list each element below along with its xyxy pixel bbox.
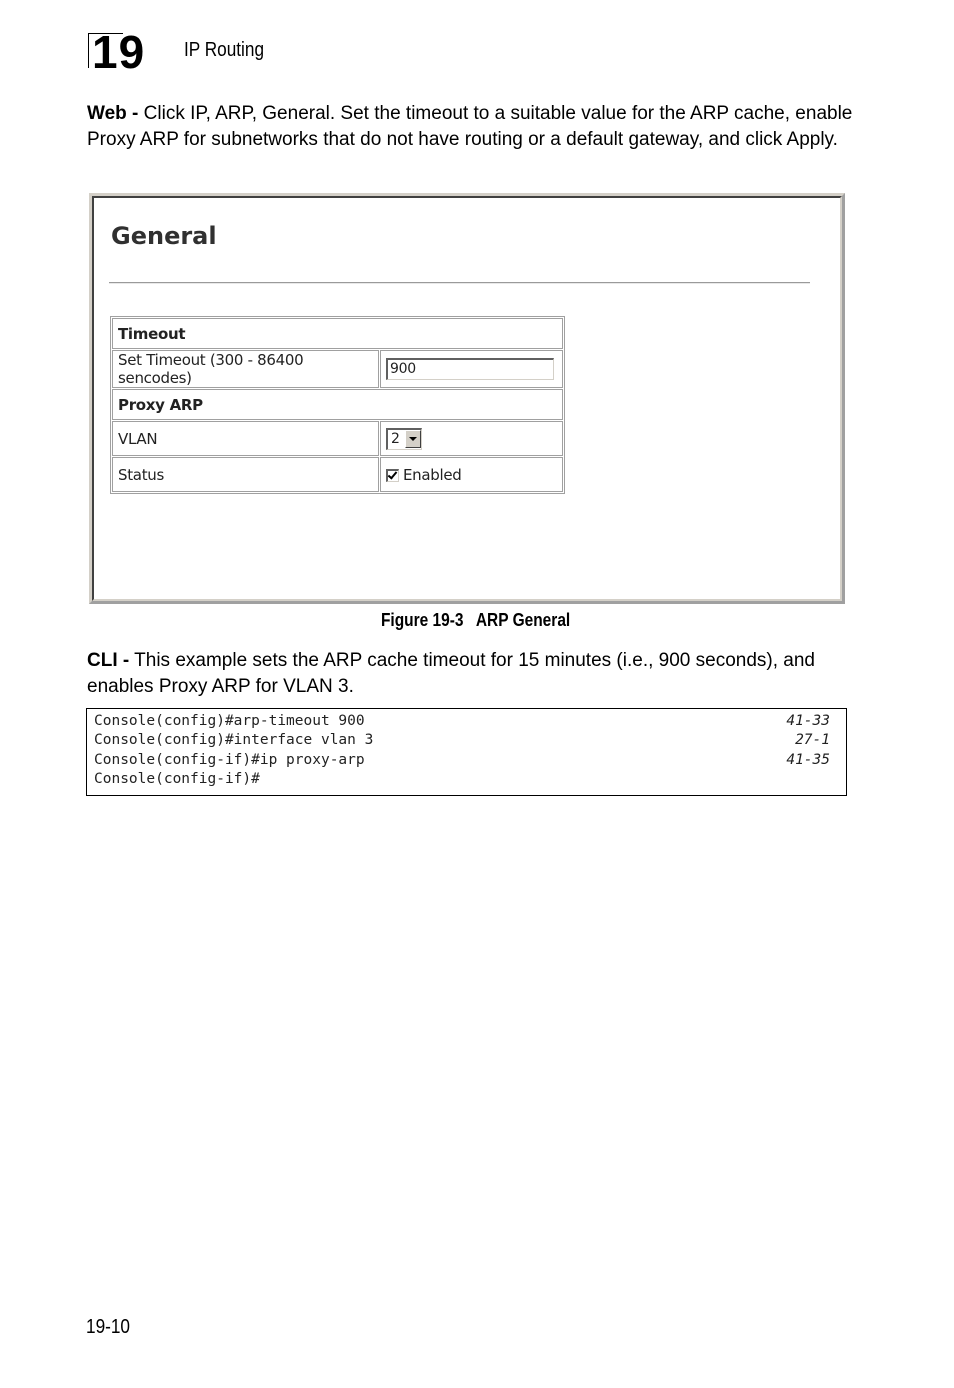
set-timeout-input[interactable]: 900: [386, 358, 554, 380]
screenshot-frame: [92, 196, 842, 601]
chapter-title: IP Routing: [184, 39, 265, 61]
code-line: Console(config)#interface vlan 3: [94, 732, 374, 748]
web-text: Click IP, ARP, General. Set the timeout to a suitable value for the ARP cache, enable Proxy ARP for subnetworks that do not have routing or a default gateway, and click Apply.: [87, 103, 853, 150]
enabled-checkbox-label: Enabled: [403, 465, 462, 484]
web-instructions: [87, 101, 857, 153]
web-lead: Web -: [87, 103, 139, 124]
code-line: Console(config-if)#ip proxy-arp: [94, 752, 365, 768]
cli-lead: CLI -: [87, 650, 130, 671]
status-cell: [380, 457, 563, 492]
timeout-section-header: Timeout: [112, 318, 563, 349]
set-timeout-label: Set Timeout (300 - 86400 sencodes): [112, 350, 379, 388]
vlan-selected-value: 2: [391, 430, 400, 447]
dropdown-arrow-icon[interactable]: [405, 430, 421, 448]
code-line: Console(config-if)#: [94, 771, 260, 787]
status-label: Status: [112, 457, 379, 492]
arp-settings-table: [110, 316, 565, 494]
chapter-number: 19: [92, 26, 146, 78]
cli-code-block: [86, 708, 847, 796]
cli-text: This example sets the ARP cache timeout for 15 minutes (i.e., 900 seconds), and enables Proxy ARP for VLAN 3.: [87, 650, 815, 697]
proxy-arp-section-header: Proxy ARP: [112, 389, 563, 420]
code-reference: 41-35: [786, 752, 830, 768]
cli-instructions: [87, 648, 857, 700]
general-page-title: General: [111, 222, 217, 250]
vlan-select[interactable]: [386, 428, 422, 450]
figure-caption: Figure 19-3 ARP General: [380, 610, 571, 630]
title-divider: [109, 282, 810, 284]
vlan-cell: [380, 421, 563, 456]
arp-general-screenshot: [89, 193, 845, 604]
code-reference: 41-33: [786, 713, 830, 729]
enabled-checkbox[interactable]: [386, 469, 399, 482]
page-number: 19-10: [86, 1316, 130, 1338]
code-reference: 27-1: [795, 732, 830, 748]
code-line: Console(config)#arp-timeout 900: [94, 713, 365, 729]
vlan-label: VLAN: [112, 421, 379, 456]
set-timeout-cell: [380, 350, 563, 388]
